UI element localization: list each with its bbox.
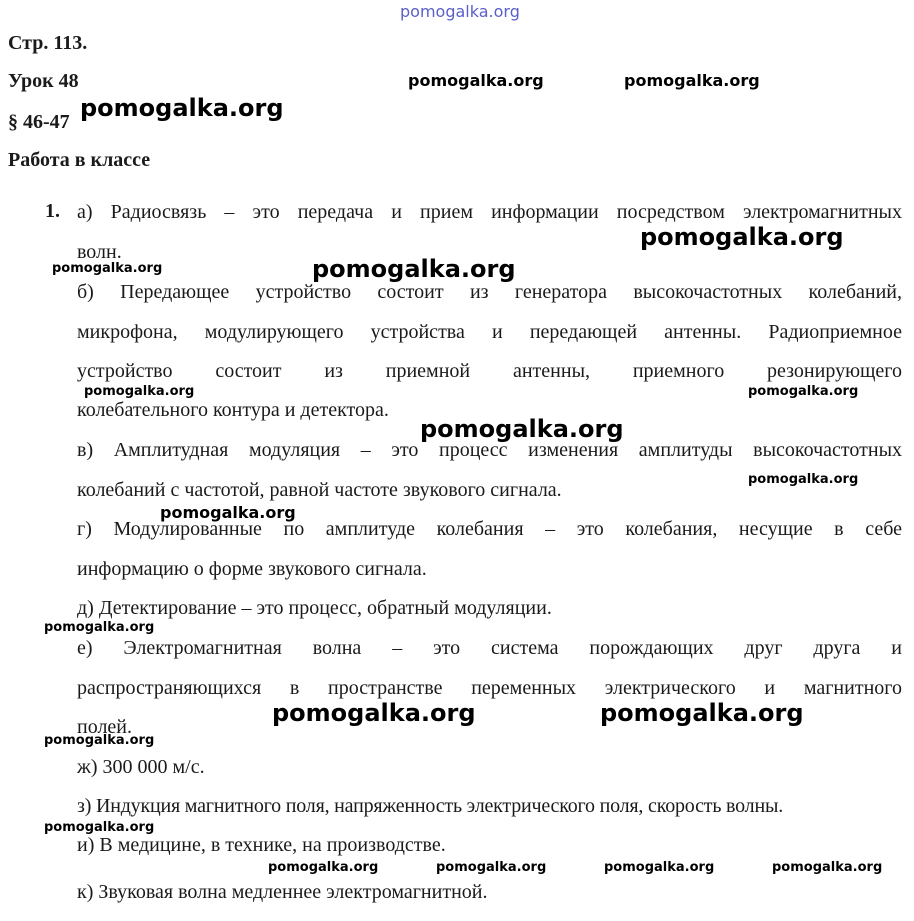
watermark: pomogalka.org — [604, 860, 715, 875]
answer-line: ж) 300 000 м/с. — [77, 756, 205, 778]
answer-line: а) Радиосвязь – это передача и прием информации посредством электромагнитных — [77, 201, 902, 223]
watermark: pomogalka.org — [44, 620, 155, 635]
answer-line: распространяющихся в пространстве переменных электрического и магнитного — [77, 677, 902, 699]
answer-line: колебательного контура и детектора. — [77, 399, 389, 421]
watermark: pomogalka.org — [44, 733, 155, 748]
watermark: pomogalka.org — [408, 71, 544, 90]
watermark: pomogalka.org — [44, 820, 155, 835]
section-subtitle: Работа в классе — [8, 149, 151, 171]
watermark: pomogalka.org — [268, 860, 379, 875]
watermark: pomogalka.org — [624, 71, 760, 90]
page-reference: Стр. 113. — [8, 32, 88, 54]
task-number: 1. — [45, 200, 60, 222]
answer-line: д) Детектирование – это процесс, обратный модуляции. — [77, 597, 552, 619]
watermark: pomogalka.org — [312, 255, 516, 283]
watermark: pomogalka.org — [748, 384, 859, 399]
watermark: pomogalka.org — [84, 384, 195, 399]
watermark: pomogalka.org — [400, 2, 520, 21]
watermark: pomogalka.org — [272, 699, 476, 727]
answer-line: полей. — [77, 716, 132, 738]
answer-line: г) Модулированные по амплитуде колебания – это колебания, несущие в себе — [77, 518, 902, 540]
answer-line: в) Амплитудная модуляция – это процесс изменения амплитуды высокочастотных — [77, 439, 902, 461]
watermark: pomogalka.org — [600, 699, 804, 727]
answer-line: микрофона, модулирующего устройства и передающей антенны. Радиоприемное — [77, 321, 902, 343]
answer-line: и) В медицине, в технике, на производстве. — [77, 834, 446, 856]
watermark: pomogalka.org — [52, 261, 163, 276]
section-ref: § 46-47 — [8, 111, 70, 133]
answer-line: з) Индукция магнитного поля, напряженность электрического поля, скорость волны. — [77, 795, 784, 817]
watermark: pomogalka.org — [420, 415, 624, 443]
answer-line: информацию о форме звукового сигнала. — [77, 558, 427, 580]
watermark: pomogalka.org — [80, 94, 284, 122]
watermark: pomogalka.org — [640, 223, 844, 251]
answer-line: б) Передающее устройство состоит из генератора высокочастотных колебаний, — [77, 281, 902, 303]
watermark: pomogalka.org — [160, 503, 296, 522]
answer-line: к) Звуковая волна медленнее электромагнитной. — [77, 881, 488, 903]
answer-line: устройство состоит из приемной антенны, приемного резонирующего — [77, 360, 902, 382]
watermark: pomogalka.org — [772, 860, 883, 875]
answer-line: колебаний с частотой, равной частоте звукового сигнала. — [77, 479, 562, 501]
answer-line: е) Электромагнитная волна – это система порождающих друг друга и — [77, 637, 902, 659]
lesson-title: Урок 48 — [8, 70, 79, 92]
watermark: pomogalka.org — [436, 860, 547, 875]
answer-line: волн. — [77, 241, 122, 263]
watermark: pomogalka.org — [748, 472, 859, 487]
